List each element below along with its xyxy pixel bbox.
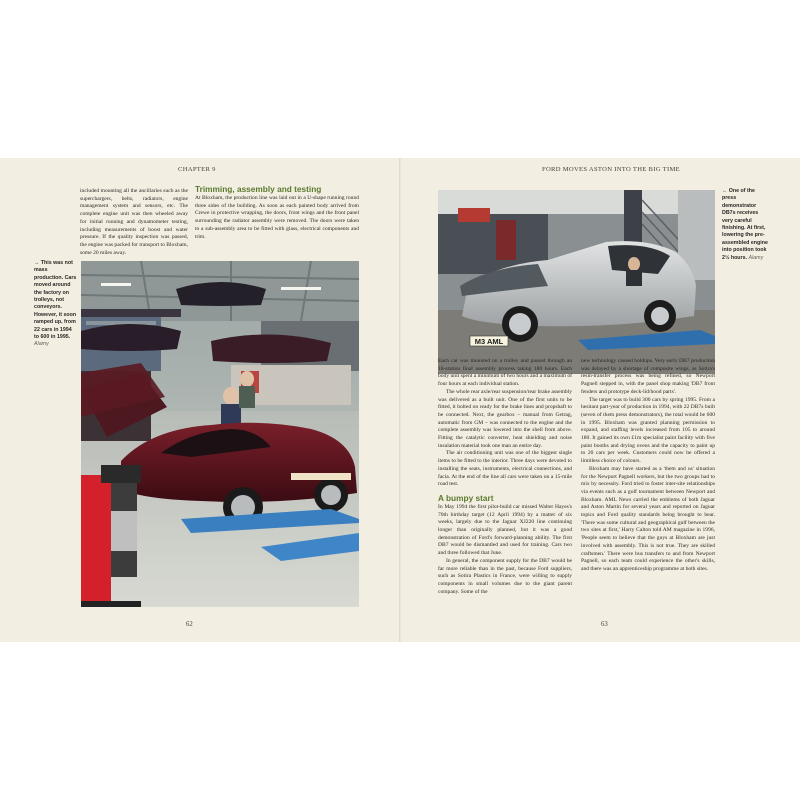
factory-photo-image <box>81 261 359 607</box>
caption-text: One of the press demonstrator DB7s receives very careful finishing. At first, lowering the pre-assembled engine into position took 2½ hours. <box>722 188 768 261</box>
photo-credit: Alamy <box>748 254 764 261</box>
paragraph: The air conditioning unit was one of the biggest single items to be fitted to the interior. Three days were devoted to installing the seats, instruments, electrical connections, and facia. At the end of the line all cars were taken on a 15-mile road test. <box>438 450 572 488</box>
book-spread <box>0 158 800 642</box>
paragraph: Bloxham may have started as a 'them and us' situation for the Newport Pagnell workers, but the two groups had to mix by necessity. Ford tried to foster inter-site relationships via events such as a golf tournament between Newport and Bloxham. AML News carried the emblems of both Jaguar and Aston Martin for several years and reported on Jaguar topics and Ford quality standards being brought to bear. 'There was some cultural and geographical gulf between the two sites at first,' Harry Calton told AM magazine in 1996, 'People seem to believe that the guys at Bloxham are just involved with assembly. This is not true. They are skilled craftsmen.' There were bus transfers to and from Newport Pagnell, so each team could experience the other's skills, and there was an apprenticeship programme at both sites. <box>581 465 715 572</box>
right-folio: 63 <box>601 621 608 628</box>
left-folio: 62 <box>186 621 193 628</box>
left-section-column <box>195 184 359 241</box>
section-heading: A bumpy start <box>438 492 494 503</box>
paragraph: In general, the component supply for the DB7 would be far more reliable than in the past, because Ford suppliers, such as Sotira Plastics in France, were willing to supply components in small volumes due to the giant parent company. Some of the <box>438 557 572 595</box>
photo-credit: Alamy <box>34 341 49 348</box>
section-paragraph: At Bloxham, the production line was laid out in a U-shape running round three sides of the building. As soon as each painted body arrived from Crewe in protective wrapping, the doors, front wings and the front panel surrounding the radiator assembly were removed. The doors were taken to a sub-assembly area to be fitted with glass, electrical components and trim. <box>195 195 359 240</box>
factory-photo <box>81 261 359 607</box>
paragraph: The target was to build 300 cars by spring 1995. From a hesitant part-year of production in 1994, with 22 DB7s built (seven of them press demonstrators), the total would be 600 in 1995. Bloxham was granted planning permission to expand, and staffing levels increased from 105 to around 180. It gained its own £1m specialist paint facility with five paint booths and drying ovens and the capacity to paint up to 20 cars per week. Customers could now be offered a limitless choice of colours. <box>581 396 715 465</box>
left-running-header: CHAPTER 9 <box>178 166 216 173</box>
left-intro-column <box>80 188 188 257</box>
press-car-photo <box>438 190 715 374</box>
right-column-1 <box>438 358 572 596</box>
right-running-header: FORD MOVES ASTON INTO THE BIG TIME <box>542 166 680 173</box>
gutter <box>399 158 401 642</box>
section-heading: Trimming, assembly and testing <box>195 184 322 194</box>
left-photo-caption <box>34 260 78 349</box>
caption-text: This was not mass production. Cars moved around the factory on trolleys, not conveyors. However, it soon ramped up, from 22 cars in 1994 to 600 in 1995. <box>34 260 77 341</box>
press-car-photo-image <box>438 190 715 374</box>
right-column-2 <box>581 358 715 574</box>
right-arrow-icon: → <box>34 260 40 266</box>
left-arrow-icon: ← <box>722 188 728 194</box>
paragraph: In May 1994 the first pilot-build car missed Walter Hayes's 70th birthday target (12 April 1994) by a matter of six weeks, largely due to the Jaguar XJ220 line continuing longer than originally planned, but it was a good demonstration of Ford's forward-planning ability. The first DB7 would be dismantled and used for training. Cars two and three followed that June. <box>438 503 572 557</box>
paragraph: The whole rear axle/rear suspension/rear brake assembly was delivered as a built unit. One of the first units to be fitted, it bolted on ready for the brake lines and propshaft to be connected. Next, the gearbox – manual from Getrag, automatic from GM – was connected to the engine and the complete assembly was lowered into the shell from above. Fitting the catalytic converter, heat shielding and noise insulation material took one man an entire day. <box>438 388 572 449</box>
paragraph: Each car was mounted on a trolley and passed through an 18-station final assembly process taking 180 hours. Each body unit spent a minimum of two hours and a maximum of four hours at each individual station. <box>438 358 572 388</box>
paragraph: new technology caused holdups. Very early DB7 production was delayed by a shortage of composite wings, as Sotira's resin-transfer process was being refined, so Newport Pagnell stepped in, with the panel shop making 'DB7 front fenders and prototype deck-lid/hood parts'. <box>581 358 715 395</box>
license-plate: M3 AML <box>474 337 504 346</box>
intro-paragraph: included mounting all the ancillaries such as the superchargers, belts, radiators, engine management system and sensors, etc. The complete engine unit was then wheeled away for initial running and dynamometer testing, including measurements of boost and water pressure. If the quality inspection was passed, the engine was packed for transport to Bloxham, some 20 miles away. <box>80 188 188 256</box>
right-photo-caption <box>722 188 770 262</box>
